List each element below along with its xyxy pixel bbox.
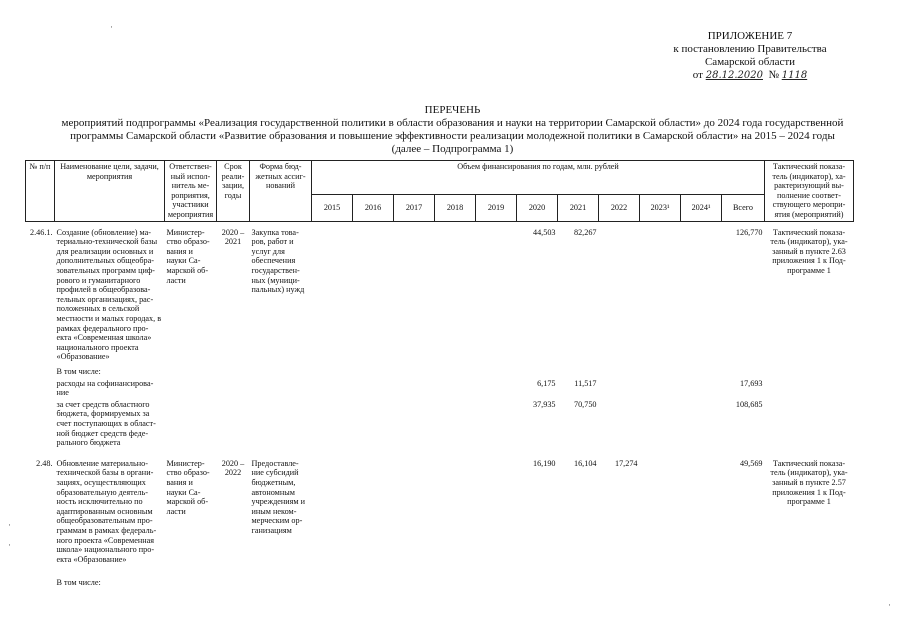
table-row [26, 378, 854, 399]
row-value: 16,104 [573, 458, 597, 468]
row-value: 6,175 [537, 378, 556, 388]
row-value [312, 221, 353, 366]
row-name: Обновление материально-технической базы в органи-зациях, осуществляющих образовательную деятель-ность исключительно по адаптированным основным общеобразовательным про-граммам в рамках федераль-ного проекта «Современная школа» национального про-екта «Образование» [56, 458, 157, 564]
row-value [476, 455, 517, 577]
row-value [353, 455, 394, 577]
row-value [640, 455, 681, 577]
row-value [681, 221, 722, 366]
table-row [26, 577, 854, 589]
row-value [640, 221, 681, 366]
row-value [681, 399, 722, 455]
measures-table [25, 160, 854, 588]
row-value [312, 455, 353, 577]
row-responsible: Министер-ство образо-вания и науки Са-марской об-ласти [166, 227, 210, 285]
row-number: 2.46.1. [29, 227, 53, 237]
header-resp: Ответствен-ный испол-нитель ме-роприятия, участники мероприятия [165, 161, 217, 222]
row-name: за счет средств областного бюджета, формируемых за счет поступающих в област-ной бюджет средств феде-рального бюджета [56, 399, 156, 448]
row-value [435, 399, 476, 455]
row-name: расходы на софинансирова-ние [56, 378, 154, 398]
row-value [353, 378, 394, 399]
year-header: 2020 [517, 195, 558, 221]
year-header: 2019 [476, 195, 517, 221]
row-indicator: Тактический показа-тель (индикатор), ука-занный в пункте 2.63 приложения 1 к Под-программе 1 [770, 227, 848, 275]
number-value: 1118 [781, 70, 808, 81]
number-prefix: № [768, 69, 779, 81]
year-header: 2024¹ [681, 195, 722, 221]
table-row [26, 399, 854, 455]
row-value [681, 378, 722, 399]
row-value: 11,517 [574, 378, 597, 388]
header-term: Срок реали-зации, годы [217, 161, 250, 222]
date-value: 28.12.2020 [705, 70, 763, 81]
row-value [476, 221, 517, 366]
scan-speck: · [110, 22, 113, 32]
row-value: 17,274 [614, 458, 638, 468]
row-number: 2.48. [36, 458, 53, 468]
heading-line-2: программы Самарской области «Развитие образования и повышение эффективности реализации молодежной политики в Самарской области» на 2015 – 2024 годы [70, 130, 835, 142]
appendix-title: ПРИЛОЖЕНИЕ 7 [707, 30, 793, 42]
scan-speck: · [8, 520, 11, 530]
row-name: В том числе: [56, 367, 101, 377]
row-value [681, 455, 722, 577]
year-header: 2018 [435, 195, 476, 221]
row-form: Предоставле-ние субсидий бюджетным, автономным учреждениям и иным неком-мерческим ор-ганизациям [251, 458, 306, 535]
header-name: Наименование цели, задачи, мероприятия [55, 161, 165, 222]
header-indicator: Тактический показа-тель (индикатор), ха-рактеризующий вы-полнение соответ-ствующего меропри-ятия (мероприятий) [765, 161, 854, 222]
appendix-decree: к постановлению Правительства [673, 43, 827, 55]
appendix-date-line [640, 69, 860, 82]
row-value [312, 399, 353, 455]
row-total: 108,685 [735, 399, 763, 409]
header-form: Форма бюд-жетных ассиг-нований [250, 161, 312, 222]
document-heading [0, 104, 905, 156]
year-header: 2021 [558, 195, 599, 221]
row-value [640, 378, 681, 399]
row-value [476, 378, 517, 399]
year-header: 2017 [394, 195, 435, 221]
table-row [26, 221, 854, 366]
row-value: 16,190 [532, 458, 556, 468]
row-indicator: Тактический показа-тель (индикатор), ука-занный в пункте 2.57 приложения 1 к Под-программе 1 [770, 458, 848, 507]
row-value [312, 378, 353, 399]
row-value [599, 378, 640, 399]
row-value [435, 455, 476, 577]
heading-title: ПЕРЕЧЕНЬ [424, 104, 481, 116]
scan-speck: · [888, 600, 891, 610]
row-value: 44,503 [532, 227, 556, 237]
row-total: 49,569 [739, 458, 763, 468]
date-prefix: от [692, 69, 703, 81]
year-header: 2022 [599, 195, 640, 221]
appendix-block [640, 30, 860, 82]
row-value [476, 399, 517, 455]
row-term: 2020 – 2022 [221, 458, 245, 478]
row-value [394, 399, 435, 455]
row-value: 82,267 [573, 227, 597, 237]
row-term: 2020 – 2021 [221, 227, 245, 247]
row-value [353, 221, 394, 366]
row-value [353, 399, 394, 455]
row-value [599, 399, 640, 455]
header-funding: Объем финансирования по годам, млн. рублей [312, 161, 765, 195]
row-value [599, 221, 640, 366]
row-value: 37,935 [532, 399, 556, 409]
heading-line-3: (далее – Подпрограмма 1) [391, 143, 514, 155]
header-num: № п/п [26, 161, 55, 222]
row-name: В том числе: [56, 577, 101, 587]
heading-line-1: мероприятий подпрограммы «Реализация государственной политики в области образования и науки на территории Самарской области» до 2024 года государственной [61, 117, 844, 129]
row-total: 126,770 [735, 227, 763, 237]
row-name: Создание (обновление) ма-териально-технической базы для реализации основных и дополнительных общеобра-зовательных программ циф-рового и гуманитарного профилей в общеобразова-тельных организациях, рас-положенных в сельской местности и малых городах, в рамках федерального про-екта «Современная школа» национального проекта «Образование» [56, 227, 162, 362]
table-row [26, 366, 854, 378]
row-value [435, 221, 476, 366]
row-total: 17,693 [739, 378, 763, 388]
row-value [394, 378, 435, 399]
appendix-region: Самарской области [704, 56, 796, 68]
scan-speck: · [8, 540, 11, 550]
table-row [26, 455, 854, 577]
row-form: Закупка това-ров, работ и услуг для обеспечения государствен-ных (муници-пальных) нужд [251, 227, 305, 295]
total-header: Всего [722, 195, 765, 221]
year-header: 2023¹ [640, 195, 681, 221]
row-value [435, 378, 476, 399]
row-responsible: Министер-ство образо-вания и науки Са-марской об-ласти [166, 458, 210, 516]
row-value [640, 399, 681, 455]
year-header: 2016 [353, 195, 394, 221]
row-value [394, 455, 435, 577]
row-value [394, 221, 435, 366]
year-header: 2015 [312, 195, 353, 221]
row-value: 70,750 [573, 399, 597, 409]
